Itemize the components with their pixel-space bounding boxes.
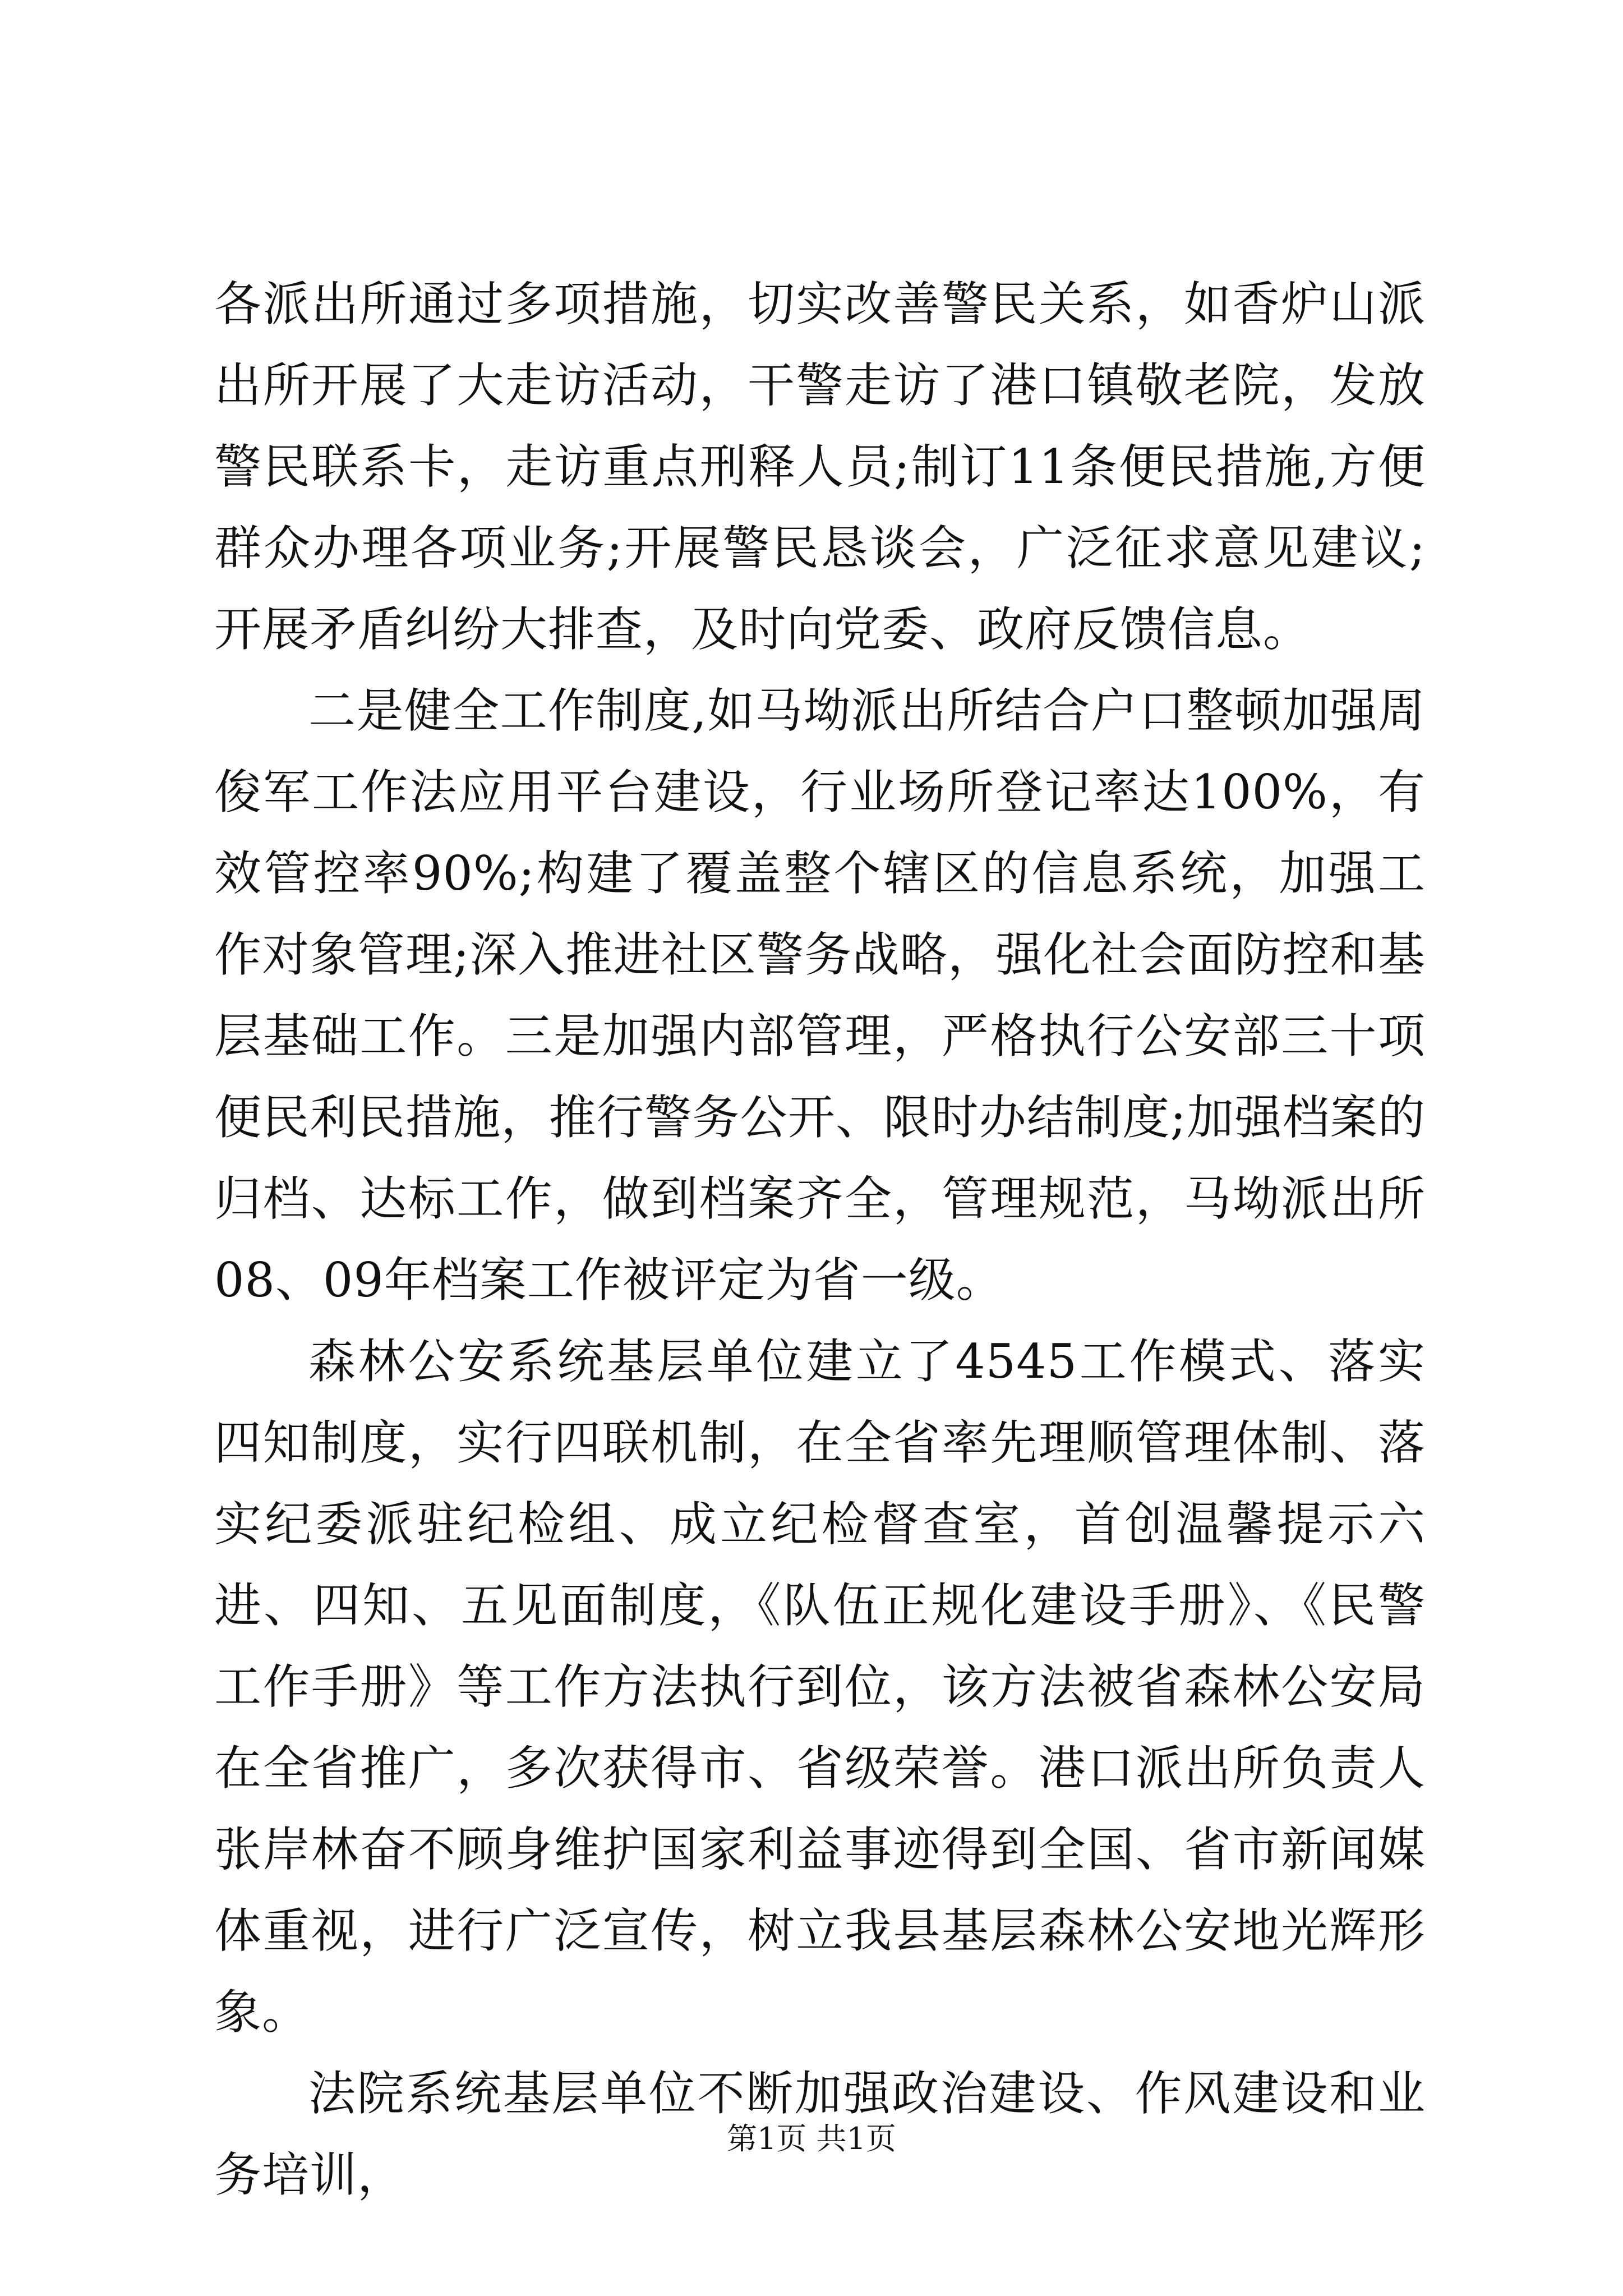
paragraph-4: 法院系统基层单位不断加强政治建设、作风建设和业务培训， <box>214 2066 1426 2202</box>
paragraph-2: 二是健全工作制度,如马坳派出所结合户口整顿加强周俊军工作法应用平台建设，行业场所登记率达100%，有效管控率90%;构建了覆盖整个辖区的信息系统，加强工作对象管理;深入推进社区警务战略，强化社会面防控和基层基础工作。三是加强内部管理，严格执行公安部三十项便民利民措施，推行警务公开、限时办结制度;加强档案的归档、达标工作，做到档案齐全，管理规范，马坳派出所08、09年档案工作被评定为省一级。 <box>214 683 1426 1308</box>
document-body <box>214 264 1426 2216</box>
page-number-footer: 第1页 共1页 <box>727 2121 896 2156</box>
paragraph-3: 森林公安系统基层单位建立了4545工作模式、落实四知制度，实行四联机制，在全省率先理顺管理体制、落实纪委派驻纪检组、成立纪检督查室，首创温馨提示六进、四知、五见面制度，《队伍正规化建设手册》、《民警工作手册》等工作方法执行到位，该方法被省森林公安局在全省推广，多次获得市、省级荣誉。港口派出所负责人张岸林奋不顾身维护国家利益事迹得到全国、省市新闻媒体重视，进行广泛宣传，树立我县基层森林公安地光辉形象。 <box>214 1334 1426 2040</box>
paragraph-1: 各派出所通过多项措施，切实改善警民关系，如香炉山派出所开展了大走访活动，干警走访了港口镇敬老院，发放警民联系卡，走访重点刑释人员;制订11条便民措施,方便群众办理各项业务;开展警民恳谈会，广泛征求意见建议;开展矛盾纠纷大排查，及时向党委、政府反馈信息。 <box>214 277 1426 657</box>
